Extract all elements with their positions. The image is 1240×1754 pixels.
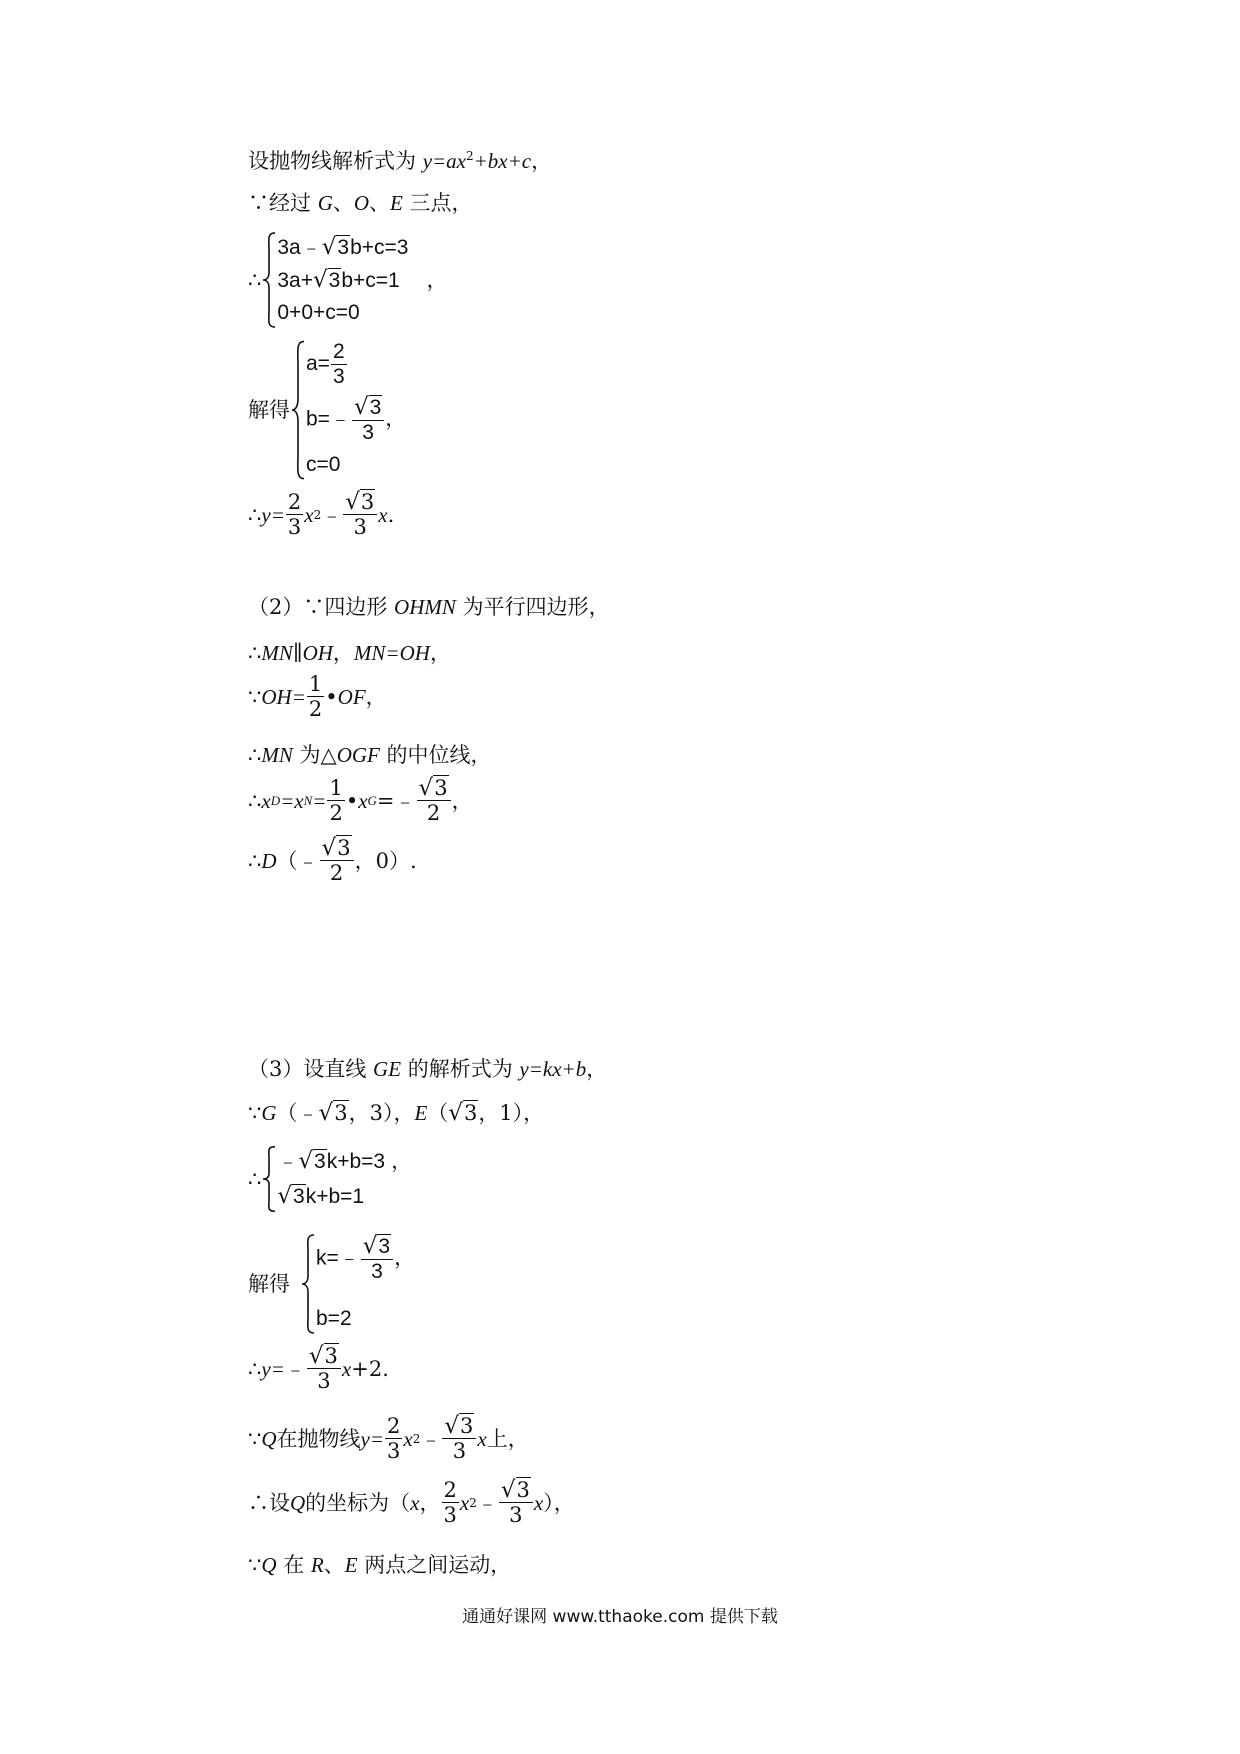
- math-text: y=: [360, 1426, 385, 1451]
- math-text: D: [261, 848, 277, 873]
- therefore-symbol: ∴: [248, 743, 262, 767]
- numerator: √3: [320, 836, 354, 861]
- math-text: x: [410, 1490, 420, 1515]
- math-text: O: [353, 191, 370, 215]
- therefore-symbol: ∴: [248, 788, 262, 813]
- system: [261, 232, 408, 328]
- text: 、: [323, 1553, 345, 1577]
- left-brace-icon: [300, 1234, 316, 1334]
- text: 上，: [486, 1426, 529, 1451]
- text-line-12: [248, 1054, 607, 1084]
- math-text: x: [358, 788, 368, 813]
- radicand: 3: [334, 1101, 348, 1125]
- equation: [277, 265, 408, 296]
- math-text: G: [317, 191, 333, 215]
- denominator: 3: [362, 420, 374, 444]
- radicand: 3: [324, 1344, 338, 1368]
- numerator: √3: [499, 1478, 533, 1503]
- text: 为△: [292, 743, 337, 767]
- left-brace-icon: [290, 340, 306, 480]
- text: ∵经过: [248, 191, 318, 215]
- fraction: [499, 1478, 533, 1527]
- text: ，: [365, 684, 387, 709]
- math-text: x: [378, 502, 388, 527]
- math-text: Q: [261, 1426, 277, 1451]
- text: 的中位线，: [379, 743, 492, 767]
- text: 在抛物线: [276, 1426, 361, 1451]
- math-text: y=ax: [422, 149, 466, 173]
- numerator: 2: [287, 490, 302, 514]
- radicand: 3: [460, 1414, 474, 1438]
- sqrt: √3: [318, 1100, 348, 1126]
- text-line-8: [248, 672, 387, 721]
- equation: [316, 1304, 415, 1334]
- math-text: R: [310, 1553, 324, 1577]
- therefore-symbol: ∴: [248, 848, 262, 873]
- solution-system-2: [248, 1234, 415, 1334]
- eq-text: ﹣: [277, 1150, 299, 1173]
- denominator: 3: [509, 1503, 523, 1527]
- denominator: 3: [287, 515, 302, 539]
- radicand: 3: [337, 836, 351, 860]
- eq-text: k+b=1: [305, 1185, 365, 1208]
- text: ∴设: [248, 1490, 290, 1515]
- numerator: 1: [308, 672, 323, 696]
- equation: [277, 298, 408, 328]
- numerator: √3: [361, 1234, 393, 1260]
- math-text: OHMN: [394, 595, 456, 619]
- math-text: y=: [261, 502, 285, 527]
- equation-system-2: [248, 1146, 412, 1212]
- text: 解得: [248, 1272, 290, 1296]
- text: ，: [332, 641, 354, 665]
- text: .: [387, 502, 395, 527]
- text-line-6: [248, 592, 610, 622]
- math-text: E: [414, 1101, 428, 1125]
- text: ﹣: [420, 1426, 442, 1451]
- numerator: 2: [387, 1414, 401, 1438]
- eq-text: b+c=1: [341, 269, 400, 292]
- text: （2）∵四边形: [248, 595, 395, 619]
- text-line-2: [248, 188, 473, 218]
- denominator: 3: [332, 365, 345, 388]
- numerator: √3: [307, 1344, 341, 1369]
- radicand: 3: [314, 1150, 326, 1173]
- equation: ﹣√3k+b=3: [277, 1148, 386, 1174]
- text: •: [345, 788, 359, 813]
- fraction: [331, 340, 347, 389]
- text: ，: [385, 407, 407, 431]
- equation: [306, 340, 406, 389]
- exponent: 2: [466, 149, 474, 163]
- fraction: [442, 1478, 459, 1527]
- equation: [306, 450, 406, 480]
- text: 在: [276, 1553, 311, 1577]
- system: [290, 340, 406, 480]
- text: 的坐标为（: [305, 1490, 411, 1515]
- because-symbol: ∵: [248, 1553, 262, 1577]
- fraction: [385, 1414, 402, 1463]
- text-line-11: [248, 836, 417, 885]
- text: ，: [419, 1490, 441, 1515]
- denominator: 3: [452, 1439, 467, 1463]
- text: 、: [332, 191, 354, 215]
- fraction: [320, 836, 354, 885]
- text-line-18: ∴设 Q 的坐标为（ x ， $\frac{2}{3}$ x 2 ﹣ $\frac{√3}{3}$ x ），: [248, 1477, 575, 1527]
- text-line-7: [248, 638, 451, 668]
- eq-text: b=﹣: [306, 407, 351, 431]
- text: ，: [391, 1149, 413, 1173]
- eq-text: k+b=3: [326, 1150, 386, 1173]
- text: ，: [531, 149, 553, 173]
- text: ，: [426, 268, 448, 292]
- fraction: [307, 1344, 341, 1393]
- radicand: 3: [337, 236, 350, 259]
- text-line-10: ∴ x D =x N = $\frac{1}{2}$ • x G =﹣ $\frac{√3}{2}$ ，: [248, 775, 473, 825]
- text: 两点之间运动，: [357, 1553, 512, 1577]
- equations: [277, 1146, 385, 1212]
- fraction: [327, 776, 344, 825]
- text: 、: [369, 191, 391, 215]
- fraction: [307, 672, 324, 721]
- radicand: 3: [360, 490, 375, 514]
- result-parabola: ∴ y= $\frac{2}{3}$ x 2 ﹣ $\frac{√3}{3}$ x .: [248, 489, 395, 539]
- fraction: [442, 1414, 476, 1463]
- result-line: [248, 1344, 389, 1393]
- eq-text: b=2: [316, 1307, 352, 1330]
- eq-text: b+c=3: [350, 236, 409, 259]
- numerator: √3: [343, 490, 377, 515]
- denominator: 2: [329, 861, 344, 885]
- math-text: E: [390, 191, 403, 215]
- numerator: 2: [443, 1478, 457, 1502]
- math-text: Q: [290, 1490, 306, 1515]
- text: （3）设直线: [248, 1057, 374, 1081]
- math-text: MN: [261, 743, 293, 767]
- eq-text: 3a+: [277, 269, 313, 292]
- radicand: 3: [328, 269, 341, 292]
- text: 三点，: [402, 191, 473, 215]
- text: （﹣: [276, 848, 319, 873]
- left-brace-icon: [261, 232, 277, 328]
- because-symbol: ∵: [248, 684, 262, 709]
- because-symbol: ∵: [248, 1101, 262, 1125]
- math-text: MN: [261, 641, 293, 665]
- therefore-symbol: ∴: [248, 641, 262, 665]
- numerator: √3: [442, 1414, 476, 1439]
- eq-text: a=: [306, 352, 330, 376]
- math-text: OGF: [336, 743, 380, 767]
- text: 解得: [248, 398, 290, 422]
- math-text: OH: [302, 641, 333, 665]
- text-line-19: [248, 1550, 511, 1580]
- math-text: E: [344, 1553, 358, 1577]
- solution-system-1: [248, 340, 406, 480]
- math-text: =x: [280, 788, 304, 813]
- fraction: [352, 395, 384, 445]
- text-line-9: [248, 740, 492, 770]
- radicand: 3: [369, 395, 382, 419]
- fraction: [361, 1234, 393, 1284]
- text: （: [427, 1101, 449, 1125]
- denominator: 2: [308, 697, 323, 721]
- text: 为平行四边形，: [455, 595, 610, 619]
- text-line-13: [248, 1098, 544, 1128]
- text: ﹣: [476, 1490, 498, 1515]
- numerator: 2: [332, 340, 345, 363]
- denominator: 2: [426, 801, 441, 825]
- math-text: +bx+c: [473, 149, 532, 173]
- equation-system-1: [248, 232, 447, 328]
- radicand: 3: [463, 1101, 478, 1125]
- text: ，0）.: [354, 848, 417, 873]
- math-text: =: [312, 788, 327, 813]
- denominator: 2: [329, 801, 343, 825]
- radicand: 3: [434, 776, 448, 800]
- eq-text: k=﹣: [316, 1246, 360, 1270]
- denominator: 3: [387, 1439, 401, 1463]
- denominator: 3: [371, 1260, 383, 1283]
- text: •: [325, 684, 338, 709]
- math-text: x: [459, 1490, 470, 1515]
- denominator: 3: [443, 1503, 457, 1527]
- math-text: y=kx+b: [519, 1057, 587, 1081]
- eq-text: 0+0+c=0: [277, 301, 360, 324]
- text: ，1），: [478, 1101, 545, 1125]
- fraction: [343, 490, 377, 539]
- denominator: 3: [317, 1369, 331, 1393]
- math-text: OF: [337, 684, 366, 709]
- sqrt: [322, 232, 350, 263]
- equation: [277, 232, 408, 263]
- math-text: x: [533, 1490, 544, 1515]
- text: ），: [543, 1490, 575, 1515]
- text: （﹣: [276, 1101, 319, 1125]
- text: ，: [451, 788, 473, 813]
- equation: [306, 395, 406, 445]
- sqrt-sign: √: [321, 234, 337, 260]
- text: 设抛物线解析式为: [248, 149, 423, 173]
- math-text: =﹣: [376, 788, 416, 813]
- numerator: 1: [329, 776, 343, 800]
- text: ，3），: [348, 1101, 415, 1125]
- denominator: 3: [353, 515, 367, 539]
- page-footer: 通通好课网 www.tthaoke.com 提供下载: [462, 1607, 778, 1627]
- equation: [316, 1234, 415, 1284]
- sqrt: √3: [313, 267, 341, 293]
- therefore-symbol: ∴: [248, 1167, 262, 1191]
- text: ，: [394, 1246, 416, 1270]
- text: ∥: [292, 641, 303, 665]
- equations: [277, 232, 408, 328]
- eq-text: c=0: [306, 453, 341, 476]
- math-text: x: [304, 502, 314, 527]
- left-brace-icon: [261, 1146, 277, 1212]
- eq-text: 3a﹣: [277, 236, 322, 259]
- radicand: 3: [293, 1185, 305, 1208]
- fraction: [417, 776, 451, 825]
- therefore-symbol: ∴: [248, 1356, 262, 1381]
- math-text: G: [261, 1101, 277, 1125]
- fraction: [286, 490, 303, 539]
- math-text: x: [341, 1356, 352, 1381]
- text: ，: [429, 641, 451, 665]
- math-text: x: [477, 1426, 487, 1451]
- text: 的解析式为: [401, 1057, 520, 1081]
- equations: [316, 1234, 415, 1334]
- math-text: MN=OH: [353, 641, 430, 665]
- radicand: 3: [378, 1235, 391, 1258]
- math-text: Q: [261, 1553, 277, 1577]
- math-text: GE: [373, 1057, 402, 1081]
- system: [261, 1146, 385, 1212]
- text: +2.: [351, 1356, 389, 1381]
- numerator: √3: [417, 776, 451, 801]
- system: [300, 1234, 415, 1334]
- equations: [306, 340, 406, 480]
- therefore-symbol: ∴: [248, 502, 262, 527]
- sqrt: √3: [448, 1100, 478, 1126]
- text-line-1: [248, 146, 552, 176]
- equation: √3k+b=1: [277, 1183, 365, 1209]
- because-symbol: ∵: [248, 1426, 262, 1451]
- text: ﹣: [321, 502, 343, 527]
- math-text: x: [261, 788, 271, 813]
- numerator: √3: [352, 395, 384, 421]
- text-line-17: ∵ Q 在抛物线 y= $\frac{2}{3}$ x 2 ﹣ $\frac{√3}{3}$ x 上，: [248, 1413, 529, 1463]
- math-text: OH=: [261, 684, 306, 709]
- text: ﹣: [284, 1356, 306, 1381]
- math-text: y=: [261, 1356, 285, 1381]
- text: ，: [586, 1057, 608, 1081]
- math-text: x: [403, 1426, 413, 1451]
- radicand: 3: [516, 1478, 530, 1502]
- therefore-symbol: ∴: [248, 268, 262, 292]
